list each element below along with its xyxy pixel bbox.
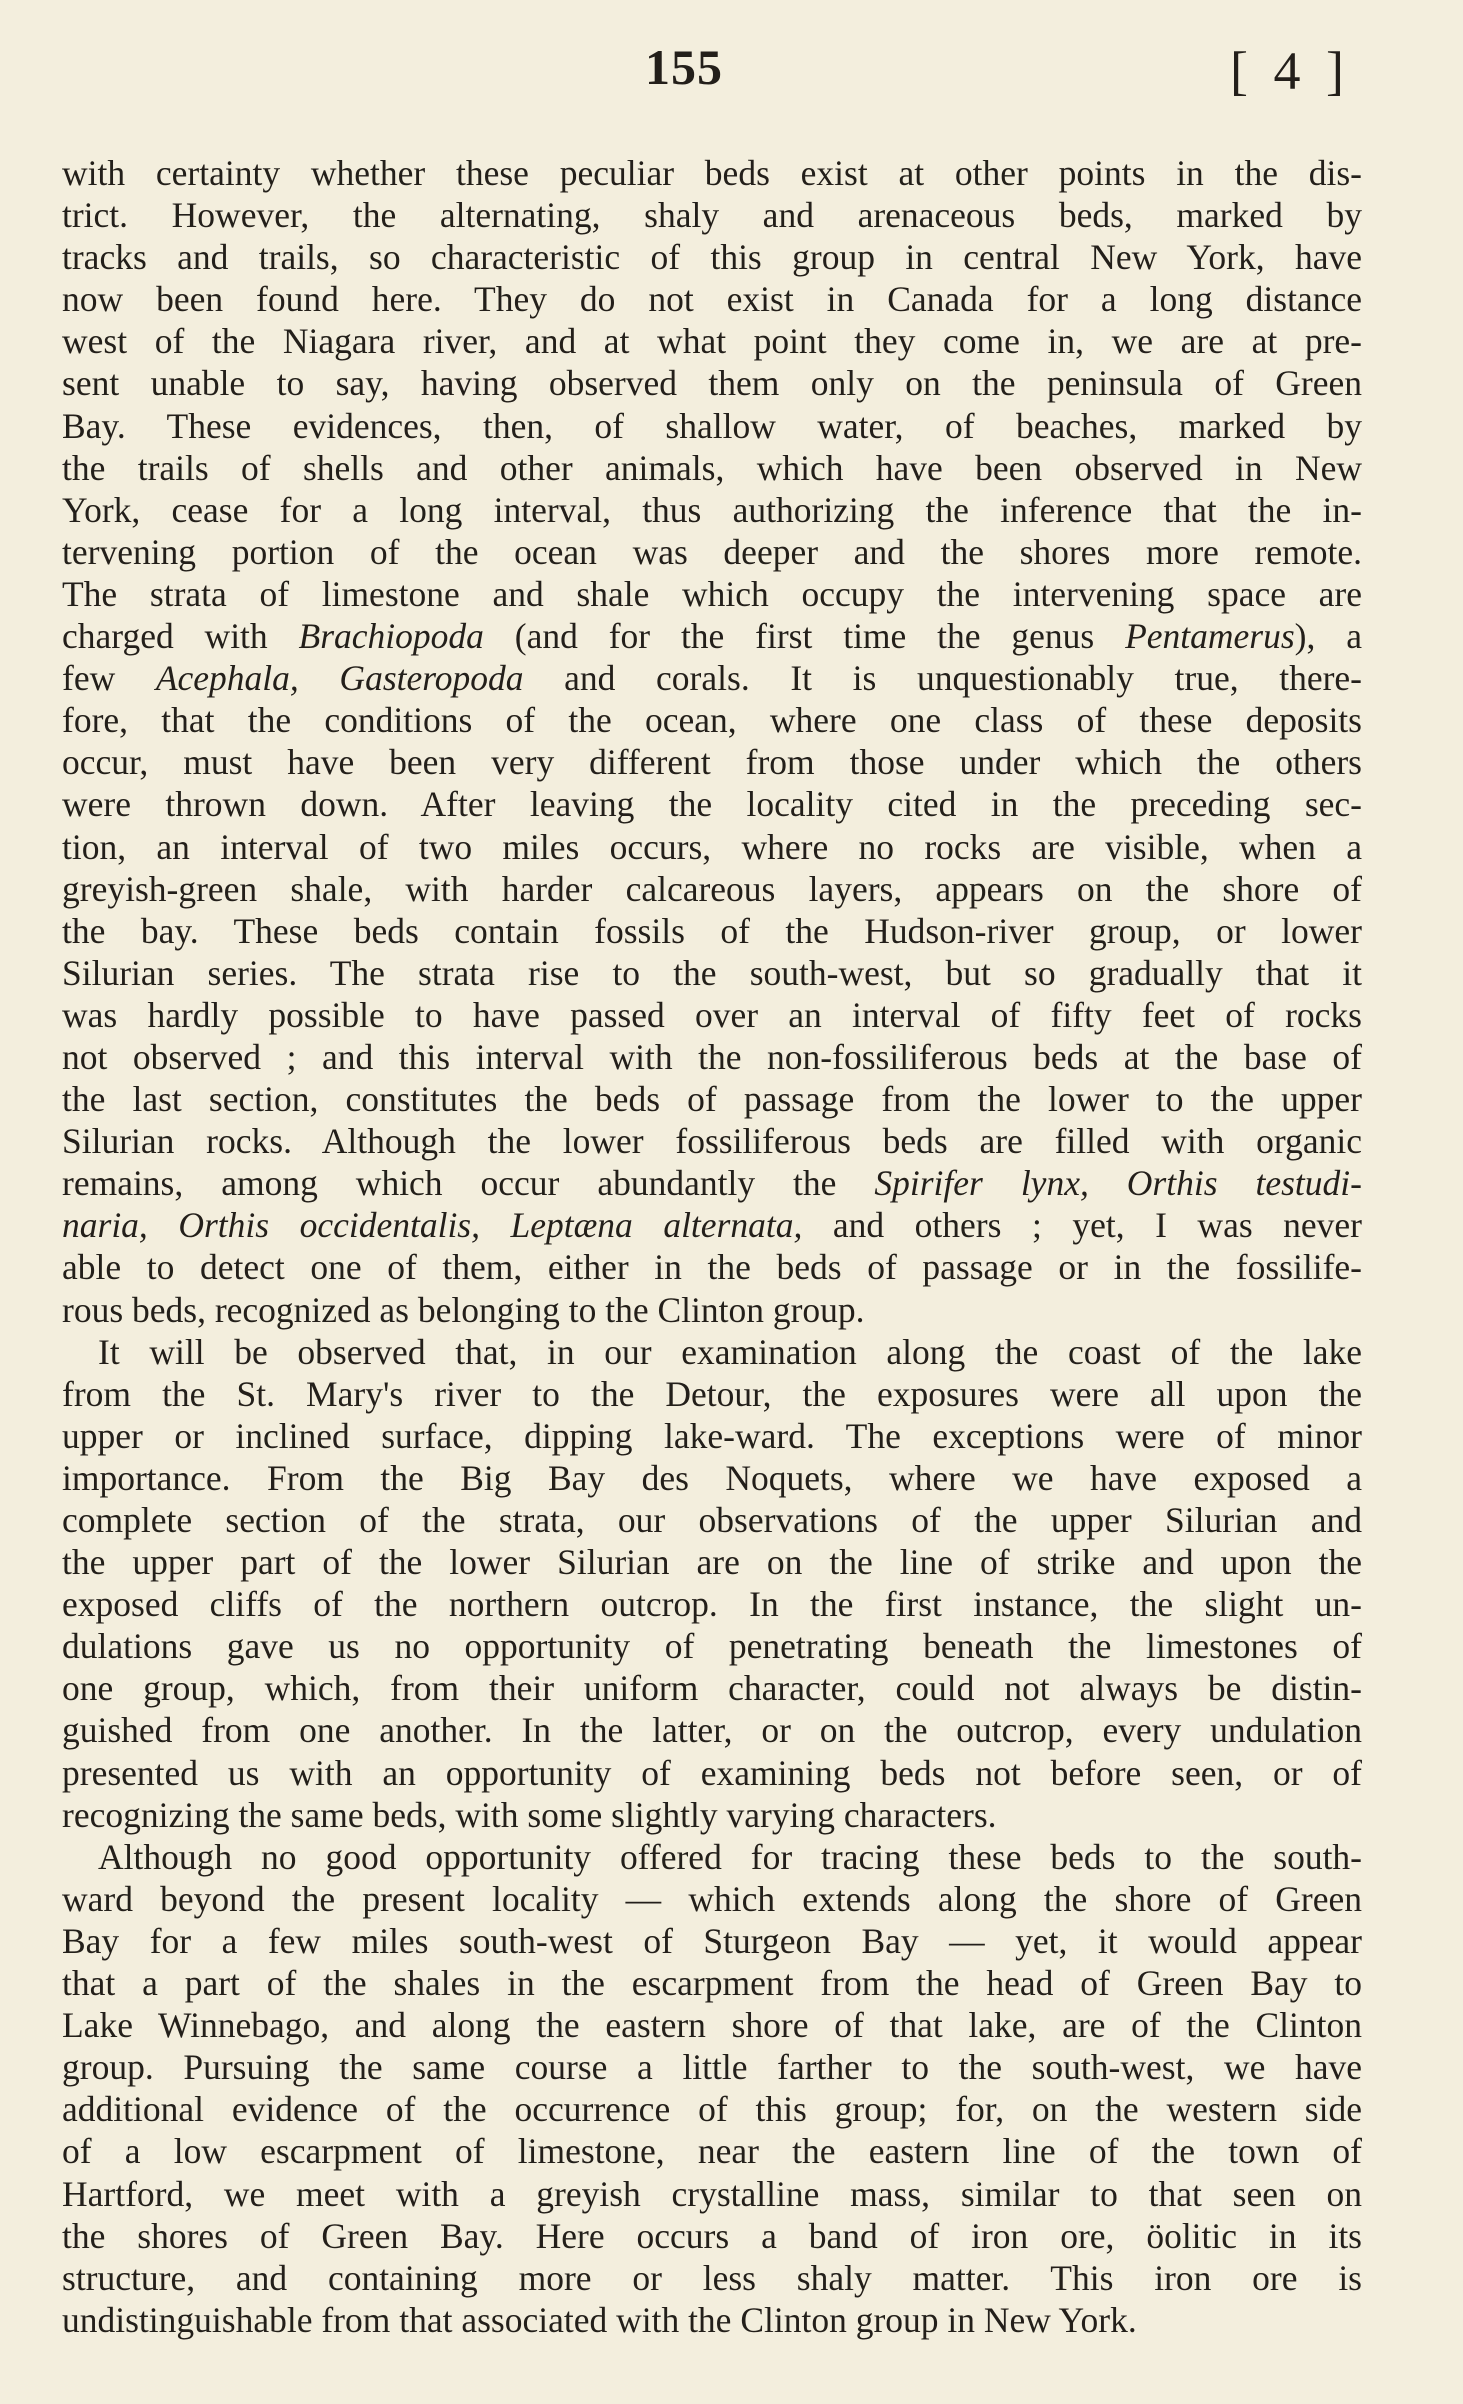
text-line-37: one group, which, from their uniform character, could not always be distin-: [62, 1668, 1362, 1709]
text-line-27: able to detect one of them, either in the beds of passage or in the fossilife-: [62, 1247, 1362, 1288]
text-line-47: additional evidence of the occurrence of this group; for, on the western side: [62, 2089, 1362, 2130]
text-line-8: the trails of shells and other animals, which have been observed in New: [62, 447, 1362, 488]
text-line-12: charged with Brachiopoda (and for the first time the genus Pentamerus), a: [62, 616, 1362, 657]
text-line-41: Although no good opportunity offered for tracing these beds to the south-: [98, 1836, 1362, 1877]
text-line-44: that a part of the shales in the escarpment from the head of Green Bay to: [62, 1963, 1362, 2004]
text-line-22: not observed ; and this interval with the non-fossiliferous beds at the base of: [62, 1036, 1362, 1077]
text-line-3: tracks and trails, so characteristic of this group in central New York, have: [62, 237, 1362, 278]
body-text: [62, 152, 1362, 2341]
text-line-42: ward beyond the present locality — which extends along the shore of Green: [62, 1878, 1362, 1919]
text-line-23: the last section, constitutes the beds of passage from the lower to the upper: [62, 1079, 1362, 1120]
text-line-7: Bay. These evidences, then, of shallow water, of beaches, marked by: [62, 405, 1362, 446]
section-mark: [ 4 ]: [1230, 41, 1350, 101]
text-line-26: naria, Orthis occidentalis, Leptæna alternata, and others ; yet, I was never: [62, 1205, 1362, 1246]
text-line-38: guished from one another. In the latter, or on the outcrop, every undulation: [62, 1710, 1362, 1751]
text-line-10: tervening portion of the ocean was deeper and the shores more remote.: [62, 531, 1362, 572]
text-line-25: remains, among which occur abundantly the Spirifer lynx, Orthis testudi-: [62, 1163, 1362, 1204]
text-line-21: was hardly possible to have passed over an interval of fifty feet of rocks: [62, 994, 1362, 1035]
text-line-6: sent unable to say, having observed them only on the peninsula of Green: [62, 363, 1362, 404]
text-line-18: greyish-green shale, with harder calcareous layers, appears on the shore of: [62, 868, 1362, 909]
text-line-33: complete section of the strata, our observations of the upper Silurian and: [62, 1500, 1362, 1540]
text-line-36: dulations gave us no opportunity of penetrating beneath the limestones of: [62, 1626, 1362, 1667]
text-line-17: tion, an interval of two miles occurs, where no rocks are visible, when a: [62, 826, 1362, 867]
text-line-43: Bay for a few miles south-west of Sturgeon Bay — yet, it would appear: [62, 1920, 1362, 1961]
page-header: [0, 30, 1463, 100]
text-line-2: trict. However, the alternating, shaly and arenaceous beds, marked by: [62, 195, 1362, 236]
text-line-15: occur, must have been very different from those under which the others: [62, 742, 1362, 783]
text-line-24: Silurian rocks. Although the lower fossiliferous beds are filled with organic: [62, 1121, 1362, 1162]
text-line-35: exposed cliffs of the northern outcrop. In the first instance, the slight un-: [62, 1584, 1362, 1625]
text-line-32: importance. From the Big Bay des Noquets, where we have exposed a: [62, 1457, 1362, 1498]
text-line-9: York, cease for a long interval, thus authorizing the inference that the in-: [62, 489, 1362, 530]
text-line-39: presented us with an opportunity of examining beds not before seen, or of: [62, 1752, 1362, 1793]
text-line-40: recognizing the same beds, with some slightly varying characters.: [62, 1794, 997, 1835]
text-line-49: Hartford, we meet with a greyish crystalline mass, similar to that seen on: [62, 2173, 1362, 2214]
text-line-48: of a low escarpment of limestone, near the eastern line of the town of: [62, 2131, 1362, 2172]
text-line-29: It will be observed that, in our examination along the coast of the lake: [98, 1331, 1362, 1372]
text-line-52: undistinguishable from that associated with the Clinton group in New York.: [62, 2299, 1137, 2340]
text-line-14: fore, that the conditions of the ocean, where one class of these deposits: [62, 700, 1362, 741]
text-line-5: west of the Niagara river, and at what point they come in, we are at pre-: [62, 321, 1362, 362]
page-number: 155: [645, 39, 723, 95]
text-line-50: the shores of Green Bay. Here occurs a band of iron ore, öolitic in its: [62, 2215, 1362, 2256]
text-line-45: Lake Winnebago, and along the eastern shore of that lake, are of the Clinton: [62, 2005, 1362, 2046]
text-line-13: few Acephala, Gasteropoda and corals. It is unquestionably true, there-: [62, 658, 1362, 699]
text-line-28: rous beds, recognized as belonging to the Clinton group.: [62, 1289, 865, 1330]
text-line-31: upper or inclined surface, dipping lake-ward. The exceptions were of minor: [62, 1415, 1362, 1456]
text-line-30: from the St. Mary's river to the Detour, the exposures were all upon the: [62, 1373, 1362, 1414]
text-line-34: the upper part of the lower Silurian are on the line of strike and upon the: [62, 1542, 1362, 1583]
text-line-19: the bay. These beds contain fossils of the Hudson-river group, or lower: [62, 910, 1362, 951]
text-line-4: now been found here. They do not exist in Canada for a long distance: [62, 279, 1362, 320]
text-line-51: structure, and containing more or less shaly matter. This iron ore is: [62, 2257, 1362, 2298]
text-line-16: were thrown down. After leaving the locality cited in the preceding sec-: [62, 784, 1362, 825]
text-line-46: group. Pursuing the same course a little farther to the south-west, we have: [62, 2047, 1362, 2088]
text-line-11: The strata of limestone and shale which occupy the intervening space are: [62, 573, 1362, 614]
text-line-20: Silurian series. The strata rise to the south-west, but so gradually that it: [62, 952, 1362, 993]
text-line-1: with certainty whether these peculiar beds exist at other points in the dis-: [62, 153, 1362, 193]
